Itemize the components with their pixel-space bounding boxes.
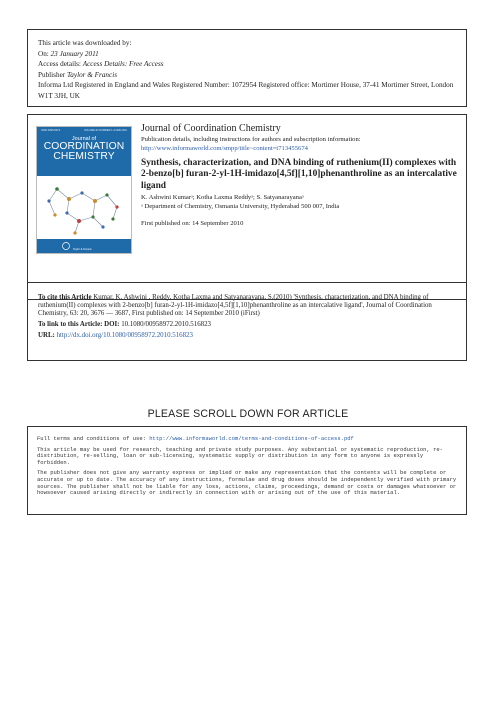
- article-info-box: [27, 114, 467, 300]
- access-details: Access details: Access Details: Free Access: [38, 60, 164, 69]
- terms-disclaimer: The publisher does not give any warranty express or implied or make any representation that the contents will be complete or accurate or up to date. The accuracy of any instructions, formulae and drug doses should be independently verified with primary sources. The publisher shall not be liable for any loss, actions, claims, proceedings, demand or costs or damages whatsoever or howsoever caused arising directly or indirectly in connection with or arising out of the use of this material.: [37, 469, 457, 497]
- first-published: First published on: 14 September 2010: [141, 220, 244, 228]
- url-line: URL: http://dx.doi.org/10.1080/00958972.2010.516823: [38, 332, 193, 340]
- terms-link-line: Full terms and conditions of use: http://www.informaworld.com/terms-and-conditions-of-access.pdf: [37, 435, 354, 442]
- cover-footer: Taylor & Francis: [37, 239, 131, 253]
- terms-box: [27, 426, 467, 515]
- publication-details: Publication details, including instructions for authors and subscription information:: [141, 136, 361, 143]
- doi-line: To link to this Article: DOI: 10.1080/00958972.2010.516823: [38, 321, 211, 329]
- article-authors: K. Ashwini Kumarᵃ; Kotha Laxma Reddyᵃ; S. Satyanarayanaᵃ: [141, 194, 304, 202]
- cover-header: ISSN 0095-8972 VOLUME 64 NUMBER 1-3 FEB 2011 Journal of COORDINATION CHEMISTRY: [37, 127, 131, 176]
- cover-title-1: COORDINATION: [43, 141, 125, 152]
- author-affiliation: ᵃ Department of Chemistry, Osmania University, Hyderabad 500 007, India: [141, 203, 340, 211]
- download-info-box: [27, 29, 467, 107]
- terms-url-link[interactable]: http://www.informaworld.com/terms-and-conditions-of-access.pdf: [149, 435, 354, 442]
- download-line: This article was downloaded by:: [38, 39, 132, 47]
- journal-cover-image: [36, 126, 132, 254]
- journal-title: Journal of Coordination Chemistry: [141, 123, 281, 134]
- citation: To cite this Article Kumar, K. Ashwini , Reddy, Kotha Laxma and Satyanarayana, S.(2010) 'Synthesis, characterization, and DNA binding of ruthenium(II) complexes with 2-benzo[b] furan-2-yl-1H-imidazo[4,5f][1,10]phenanthroline as an intercalative ligand', Journal of Coordination Chemistry, 63: 20, 3676 — 3687, First published on: 14 September 2010 (iFirst): [38, 294, 432, 318]
- cover-title-2: CHEMISTRY: [53, 151, 115, 162]
- citation-box: [27, 282, 467, 361]
- informa-registration: Informa Ltd Registered in England and Wales Registered Number: 1072954 Registered office: Mortimer House, 37-41 Mortimer Street, London W1T 3JH, UK: [38, 81, 454, 100]
- publisher-logo-icon: [61, 242, 71, 250]
- journal-url-link[interactable]: http://www.informaworld.com/smpp/title~content=t713455674: [141, 145, 308, 152]
- cover-journal-word: Journal of: [71, 136, 97, 142]
- publisher: Publisher Taylor & Francis: [38, 70, 118, 79]
- article-title: Synthesis, characterization, and DNA binding of ruthenium(II) complexes with 2-benzo[b] furan-2-yl-1H-imidazo[4,5f][1,10]phenanthroline as an intercalative ligand: [141, 158, 457, 191]
- terms-usage: This article may be used for research, teaching and private study purposes. Any substantial or systematic reproduction, re-distribution, re-selling, loan or sub-licensing, systematic supply or distribution in any form to anyone is expressly forbidden.: [37, 445, 443, 466]
- scroll-notice: PLEASE SCROLL DOWN FOR ARTICLE: [147, 408, 349, 420]
- molecule-illustration: [37, 179, 131, 241]
- article-text: [141, 123, 459, 227]
- download-date: On: 23 January 2011: [38, 49, 99, 58]
- doi-url-link[interactable]: http://dx.doi.org/10.1080/00958972.2010.516823: [54, 332, 193, 340]
